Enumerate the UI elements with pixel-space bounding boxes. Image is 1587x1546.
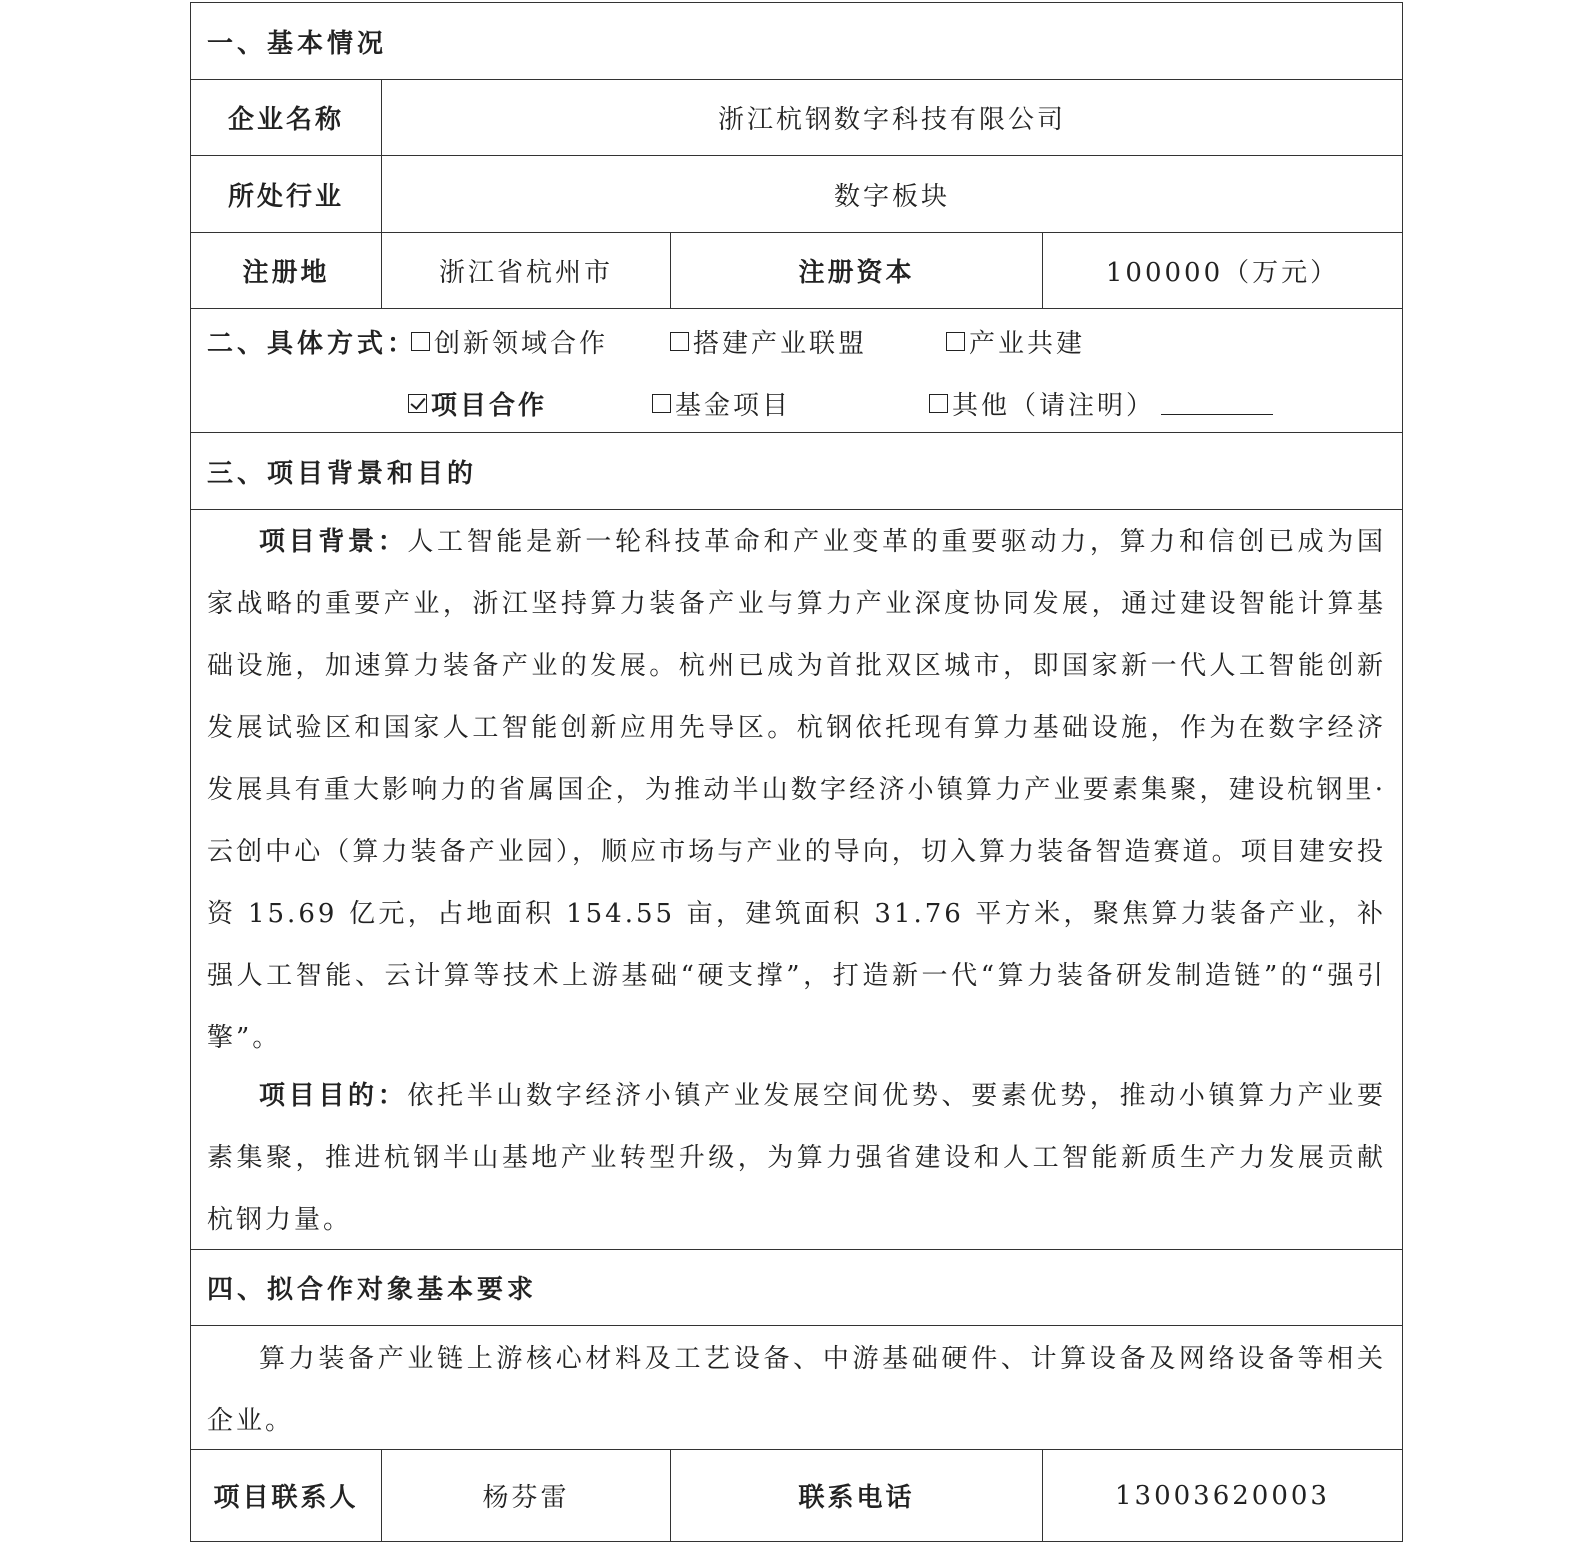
- reg-place-label: 注册地: [191, 233, 382, 308]
- checkbox-icon[interactable]: [946, 332, 965, 351]
- option-other[interactable]: [929, 385, 1273, 422]
- industry-row: [191, 156, 1402, 233]
- option-co-build[interactable]: [946, 323, 1085, 360]
- reg-capital-label: 注册资本: [671, 233, 1043, 308]
- registration-row: [191, 233, 1402, 309]
- reg-place-value: 浙江省杭州市: [382, 233, 671, 308]
- contact-phone-label: 联系电话: [671, 1450, 1043, 1541]
- section2-title: 二、具体方式：: [207, 328, 418, 359]
- option-label: 搭建产业联盟: [693, 329, 868, 359]
- purpose-paragraph: [207, 1065, 1386, 1251]
- background-paragraph: [207, 511, 1386, 1069]
- industry-label: 所处行业: [191, 156, 382, 232]
- checkbox-checked-icon[interactable]: [408, 394, 427, 413]
- industry-value: 数字板块: [833, 181, 950, 212]
- option-label: 项目合作: [431, 391, 548, 421]
- checkbox-icon[interactable]: [411, 332, 430, 351]
- option-project[interactable]: [408, 385, 547, 422]
- background-text: 人工智能是新一轮科技革命和产业变革的重要驱动力，算力和信创已成为国家战略的重要产业，浙江坚持算力装备产业与算力产业深度协同发展，通过建设智能计算基础设施，加速算力装备产业的发展。杭州已成为首批双区城市，即国家新一代人工智能创新发展试验区和国家人工智能创新应用先导区。杭钢依托现有算力基础设施，作为在数字经济发展具有重大影响力的省属国企，为推动半山数字经济小镇算力产业要素集聚，建设杭钢里·云创中心（算力装备产业园），顺应市场与产业的导向，切入算力装备智造赛道。项目建安投资 15.69 亿元，占地面积 154.55 亩，建筑面积 31.76 平方米，聚焦算力装备产业，补强人工智能、云计算等技术上游基础“硬支撑”，打造新一代“算力装备研发制造链”的“强引擎”。: [207, 527, 1386, 1053]
- section2-row: [191, 309, 1402, 433]
- company-label: 企业名称: [191, 80, 382, 155]
- project-info-form: [190, 2, 1403, 1542]
- background-label: 项目背景：: [259, 527, 408, 557]
- section1-row: [191, 3, 1402, 80]
- checkbox-icon[interactable]: [929, 394, 948, 413]
- section4-row: [191, 1250, 1402, 1326]
- option-innovation[interactable]: [411, 323, 608, 360]
- contact-phone-value: 13003620003: [1115, 1480, 1330, 1511]
- section3-row: [191, 433, 1402, 510]
- option-alliance[interactable]: [670, 323, 867, 360]
- company-value: 浙江杭钢数字科技有限公司: [717, 105, 1066, 135]
- checkbox-icon[interactable]: [670, 332, 689, 351]
- section4-title: 四、拟合作对象基本要求: [207, 1275, 538, 1305]
- option-label: 其他（请注明）: [952, 391, 1156, 421]
- option-label: 创新领域合作: [434, 329, 609, 359]
- purpose-label: 项目目的：: [259, 1081, 408, 1111]
- option-label: 产业共建: [969, 329, 1086, 359]
- section3-body: [191, 510, 1402, 1250]
- contact-person-label: 项目联系人: [191, 1450, 382, 1541]
- other-blank-line[interactable]: [1161, 392, 1273, 415]
- contact-person-value: 杨芬雷: [382, 1450, 671, 1541]
- checkbox-icon[interactable]: [652, 394, 671, 413]
- company-row: [191, 80, 1402, 156]
- option-label: 基金项目: [675, 391, 792, 421]
- contact-row: [191, 1450, 1402, 1541]
- requirement-paragraph: 算力装备产业链上游核心材料及工艺设备、中游基础硬件、计算设备及网络设备等相关企业。: [207, 1344, 1386, 1436]
- section4-body: [191, 1326, 1402, 1450]
- section3-title: 三、项目背景和目的: [207, 458, 478, 489]
- option-fund[interactable]: [652, 385, 791, 422]
- purpose-text: 依托半山数字经济小镇产业发展空间优势、要素优势，推动小镇算力产业要素集聚，推进杭钢半山基地产业转型升级，为算力强省建设和人工智能新质生产力发展贡献杭钢力量。: [207, 1081, 1386, 1235]
- section1-title: 一、基本情况: [207, 28, 388, 59]
- reg-capital-value: 100000（万元）: [1105, 258, 1340, 288]
